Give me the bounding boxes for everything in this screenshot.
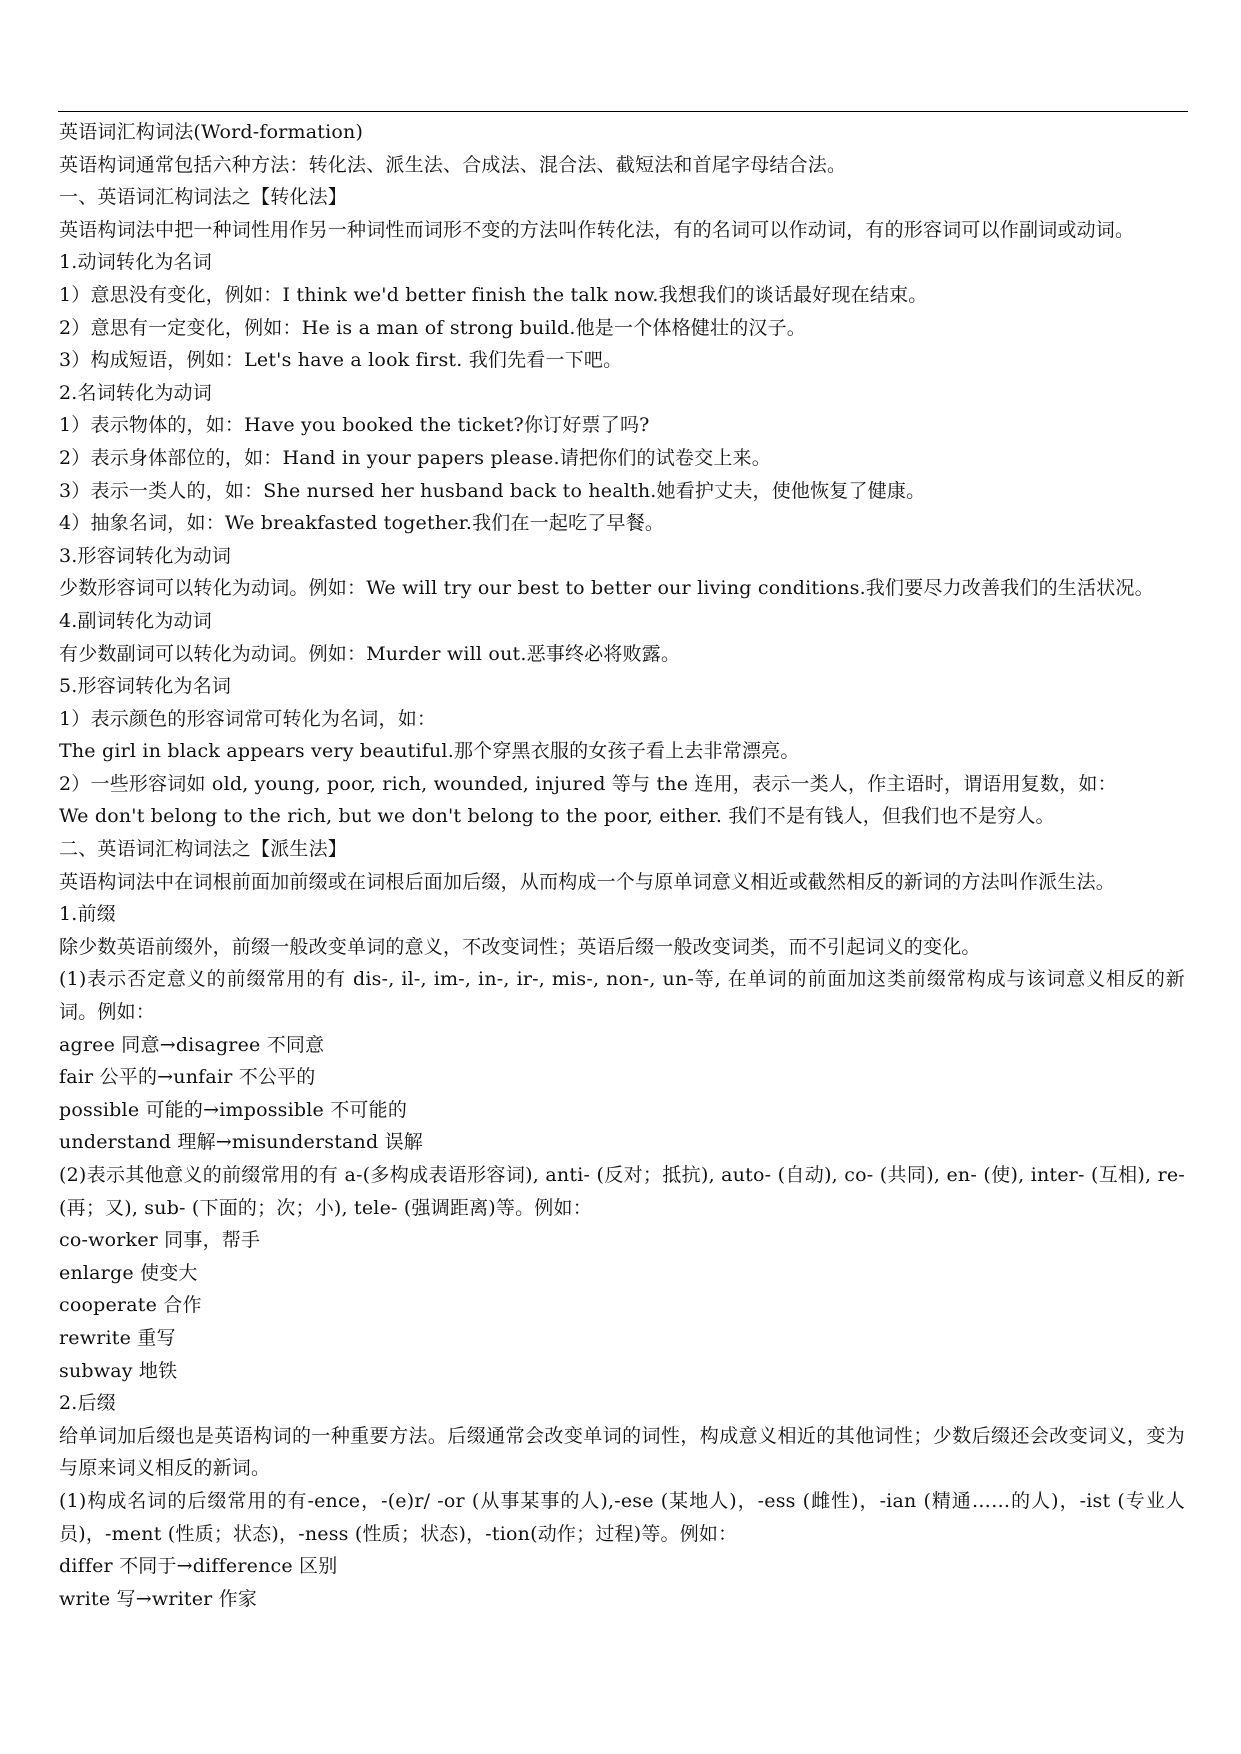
list-item: 1）表示物体的，如：Have you booked the ticket?你订好票了吗? [59, 414, 650, 437]
section1-sub3-text: 少数形容词可以转化为动词。例如：We will try our best to better our living conditions.我们要尽力改善我们的生活状况。 [59, 577, 1154, 600]
section1-sub4-heading: 4.副词转化为动词 [59, 609, 212, 632]
example-item: cooperate 合作 [59, 1294, 202, 1317]
list-item: We don't belong to the rich, but we don't belong to the poor, either. 我们不是有钱人，但我们也不是穷人。 [59, 805, 1055, 828]
example-item: possible 可能的→impossible 不可能的 [59, 1098, 408, 1121]
example-item: agree 同意→disagree 不同意 [59, 1033, 325, 1056]
example-item: understand 理解→misunderstand 误解 [59, 1131, 423, 1154]
suffix-description: 给单词加后缀也是英语构词的一种重要方法。后缀通常会改变单词的词性，构成意义相近的其他词性；少数后缀还会改变词义，变为与原来词义相反的新词。 [59, 1424, 1185, 1480]
list-item: The girl in black appears very beautiful.那个穿黑衣服的女孩子看上去非常漂亮。 [59, 740, 800, 763]
example-item: enlarge 使变大 [59, 1261, 198, 1284]
list-item: 3）构成短语，例如：Let's have a look first. 我们先看一下吧。 [59, 349, 623, 372]
negative-prefix-description: (1)表示否定意义的前缀常用的有 dis-, il-, im-, in-, ir-, mis-, non-, un-等, 在单词的前面加这类前缀常构成与该词意义相反的新词。例如： [59, 968, 1185, 1024]
example-item: write 写→writer 作家 [59, 1587, 258, 1610]
section1-sub4-text: 有少数副词可以转化为动词。例如：Murder will out.恶事终必将败露。 [59, 642, 681, 665]
section2-heading: 二、英语词汇构词法之【派生法】 [59, 838, 348, 861]
document-title: 英语词汇构词法(Word-formation) [59, 121, 364, 143]
example-item: fair 公平的→unfair 不公平的 [59, 1066, 316, 1089]
section1-sub3-heading: 3.形容词转化为动词 [59, 544, 232, 567]
noun-suffix-description: (1)构成名词的后缀常用的有-ence，-(e)r/ -or (从事某事的人),-ese (某地人)，-ess (雌性)，-ian (精通……的人)，-ist (专业人员)，-ment (性质；状态)，-ness (性质；状态)，-tion(动作；过程)等。例如： [59, 1489, 1185, 1545]
list-item: 2）意思有一定变化，例如：He is a man of strong build.他是一个体格健壮的汉子。 [59, 316, 807, 339]
prefix-description: 除少数英语前缀外，前缀一般改变单词的意义，不改变词性；英语后缀一般改变词类，而不引起词义的变化。 [59, 935, 981, 958]
section2-description: 英语构词法中在词根前面加前缀或在词根后面加后缀，从而构成一个与原单词意义相近或截然相反的新词的方法叫作派生法。 [59, 870, 1116, 893]
example-item: subway 地铁 [59, 1359, 178, 1382]
example-item: rewrite 重写 [59, 1326, 176, 1349]
suffix-heading: 2.后缀 [59, 1392, 116, 1415]
list-item: 2）表示身体部位的，如：Hand in your papers please.请把你们的试卷交上来。 [59, 446, 771, 469]
section1-heading: 一、英语词汇构词法之【转化法】 [59, 186, 348, 209]
intro-text: 英语构词通常包括六种方法：转化法、派生法、合成法、混合法、截短法和首尾字母结合法。 [59, 153, 847, 176]
section1-sub2-heading: 2.名词转化为动词 [59, 381, 212, 404]
example-item: differ 不同于→difference 区别 [59, 1555, 338, 1578]
section1-sub5-heading: 5.形容词转化为名词 [59, 675, 232, 698]
other-prefix-description: (2)表示其他意义的前缀常用的有 a-(多构成表语形容词), anti- (反对；抵抗), auto- (自动), co- (共同), en- (使), inter- (互相), re- (再；又), sub- (下面的；次；小), tele- (强调距离)等。例如： [59, 1164, 1185, 1219]
example-item: co-worker 同事，帮手 [59, 1229, 261, 1252]
prefix-heading: 1.前缀 [59, 903, 116, 926]
list-item: 4）抽象名词，如：We breakfasted together.我们在一起吃了早餐。 [59, 512, 665, 535]
section1-description: 英语构词法中把一种词性用作另一种词性而词形不变的方法叫作转化法，有的名词可以作动词，有的形容词可以作副词或动词。 [59, 218, 1135, 241]
document-body [59, 116, 1185, 1615]
list-item: 1）意思没有变化，例如：I think we'd better finish the talk now.我想我们的谈话最好现在结束。 [59, 283, 928, 306]
list-item: 3）表示一类人的，如：She nursed her husband back to health.她看护丈夫，使他恢复了健康。 [59, 479, 926, 502]
list-item: 2）一些形容词如 old, young, poor, rich, wounded, injured 等与 the 连用，表示一类人，作主语时，谓语用复数，如： [59, 772, 1117, 795]
header-rule [58, 111, 1188, 112]
list-item: 1）表示颜色的形容词常可转化为名词，如： [59, 707, 437, 730]
section1-sub1-heading: 1.动词转化为名词 [59, 251, 212, 274]
